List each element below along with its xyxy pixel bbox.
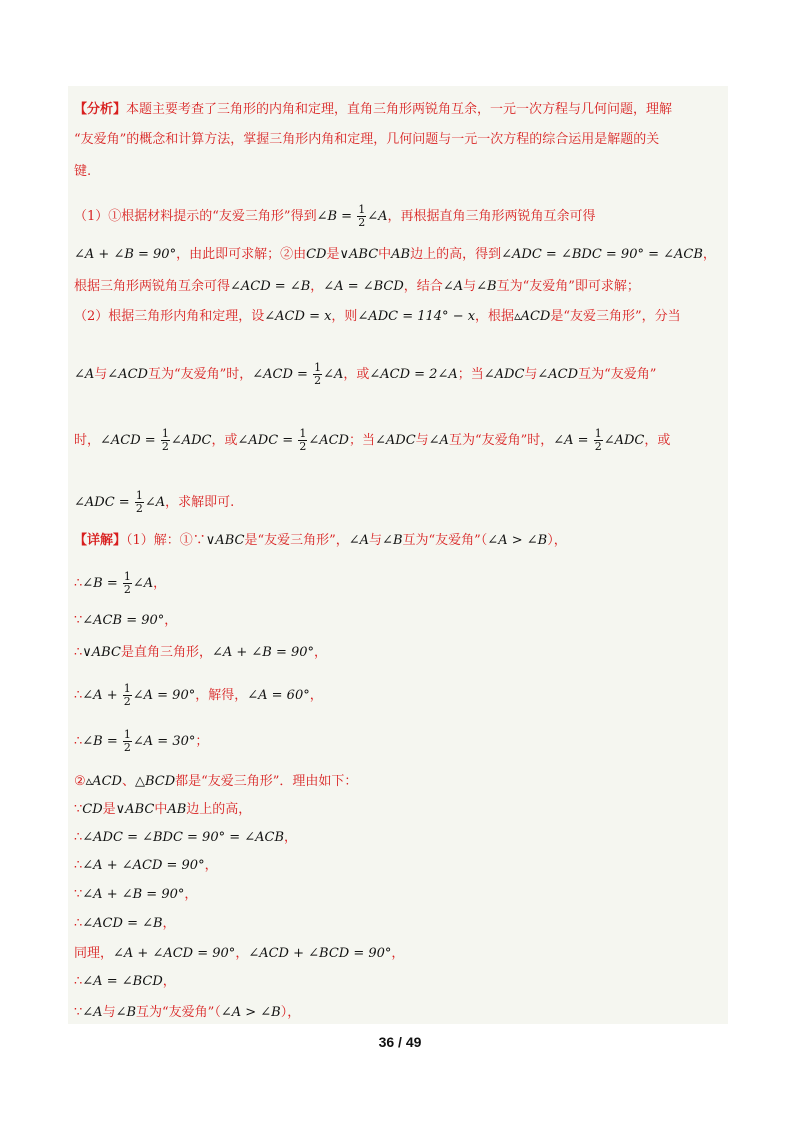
text-line bbox=[74, 973, 176, 991]
text-run: 互为“友爱角”即可求解； bbox=[496, 279, 640, 294]
text-line bbox=[74, 163, 91, 181]
math-expression: ∨ABC bbox=[115, 802, 155, 817]
math-expression: ∠B bbox=[382, 533, 403, 548]
math-expression: CD bbox=[306, 247, 327, 262]
fraction-denominator: 2 bbox=[299, 440, 307, 453]
text-run: ，或 bbox=[343, 367, 370, 382]
text-run: 与 bbox=[369, 533, 383, 548]
math-expression: ∠ADC bbox=[603, 433, 645, 448]
fraction-numerator: 1 bbox=[161, 427, 169, 440]
text-run: ∴ bbox=[74, 734, 83, 749]
math-expression: ∨ABC bbox=[205, 533, 245, 548]
text-run: ∴ bbox=[74, 688, 83, 703]
text-run: ；当 bbox=[348, 433, 375, 448]
text-run: ∵ bbox=[74, 802, 83, 817]
math-expression: ∠B = bbox=[82, 734, 122, 749]
text-run: 本题主要考查了三角形的内角和定理，直角三角形两锐角互余，一元一次方程与几何问题，理解 bbox=[126, 102, 673, 117]
math-expression: ∠ACD = 2∠A bbox=[369, 367, 458, 382]
text-run: ， bbox=[702, 247, 716, 262]
text-line bbox=[74, 857, 218, 875]
fraction bbox=[161, 428, 170, 453]
fraction bbox=[123, 571, 132, 596]
math-expression: ∠ADC = bbox=[74, 495, 134, 510]
math-expression: ∠B = bbox=[316, 209, 357, 224]
text-run: ∴ bbox=[74, 974, 83, 989]
section-label: 【分析】 bbox=[74, 102, 127, 117]
text-run: 、 bbox=[121, 774, 135, 789]
math-expression: ∠ACD + ∠BCD = 90° bbox=[248, 946, 392, 961]
text-line bbox=[74, 101, 672, 119]
text-run: 时， bbox=[74, 433, 101, 448]
text-line bbox=[74, 204, 595, 229]
text-run: ，解得， bbox=[195, 688, 248, 703]
text-run: ， bbox=[310, 279, 324, 294]
text-run: ∵ bbox=[74, 1005, 83, 1020]
math-expression: AB bbox=[167, 802, 187, 817]
fraction-denominator: 2 bbox=[123, 583, 131, 596]
math-expression: ▵ACD bbox=[514, 309, 551, 324]
math-expression: ∠ACD bbox=[107, 367, 148, 382]
math-expression: ∠ADC = ∠BDC = 90° = ∠ACB bbox=[501, 247, 703, 262]
text-run: ，或 bbox=[644, 433, 671, 448]
text-run: ， bbox=[204, 858, 218, 873]
page-number: 36 / 49 bbox=[378, 1034, 422, 1050]
text-line bbox=[74, 308, 681, 326]
text-line bbox=[74, 612, 177, 630]
math-expression: ∠ACD = ∠B bbox=[82, 916, 163, 931]
text-run: ，求解即可. bbox=[165, 495, 235, 510]
math-expression: ∠A bbox=[323, 367, 344, 382]
math-expression: ∠B bbox=[476, 279, 497, 294]
math-expression: ∠ACD = ∠B bbox=[230, 279, 311, 294]
math-expression: AB bbox=[391, 247, 411, 262]
text-run: （2）根据三角形内角和定理，设 bbox=[74, 309, 265, 324]
text-line bbox=[74, 428, 670, 453]
text-run: ， bbox=[184, 887, 198, 902]
text-run: 中 bbox=[378, 247, 392, 262]
text-line bbox=[74, 729, 208, 754]
text-run: ∴ bbox=[74, 645, 83, 660]
text-run: 与 bbox=[524, 367, 538, 382]
math-expression: ∠ACD = bbox=[100, 433, 160, 448]
math-expression: ∠A + ∠B = 90° bbox=[82, 887, 185, 902]
math-expression: ∠ADC bbox=[170, 433, 212, 448]
text-line bbox=[74, 773, 357, 791]
math-expression: CD bbox=[82, 802, 103, 817]
text-run: 边上的高，得到 bbox=[410, 247, 502, 262]
text-run: ，由此即可求解；②由 bbox=[176, 247, 307, 262]
text-run: 键. bbox=[74, 164, 92, 179]
text-line bbox=[74, 801, 251, 819]
text-line bbox=[74, 829, 297, 847]
math-expression: ∠A + ∠ACD = 90° bbox=[82, 858, 205, 873]
text-run: ， bbox=[309, 688, 323, 703]
fraction bbox=[123, 683, 132, 708]
text-run: ， bbox=[164, 613, 178, 628]
text-run: ，结合 bbox=[403, 279, 443, 294]
fraction-numerator: 1 bbox=[314, 361, 322, 374]
text-run: ， bbox=[162, 974, 176, 989]
math-expression: ∨ABC bbox=[82, 645, 121, 660]
math-expression: ∠B bbox=[115, 1005, 137, 1020]
fraction-numerator: 1 bbox=[135, 489, 143, 502]
text-line bbox=[74, 278, 640, 296]
math-expression: ∠A > ∠B bbox=[220, 1005, 281, 1020]
text-run: ∴ bbox=[74, 576, 83, 591]
math-expression: ∠A bbox=[144, 495, 166, 510]
math-expression: ∠A bbox=[442, 279, 464, 294]
fraction-denominator: 2 bbox=[314, 374, 322, 387]
text-run: ，再根据直角三角形两锐角互余可得 bbox=[387, 209, 596, 224]
math-expression: ∠A bbox=[428, 433, 449, 448]
math-expression: ∠A = ∠BCD bbox=[82, 974, 163, 989]
text-run: （1）解：①∵ bbox=[126, 533, 206, 548]
math-expression: ∠A + ∠ACD = 90° bbox=[113, 946, 236, 961]
math-expression: ∠A = 60° bbox=[247, 688, 310, 703]
math-expression: ∠A = 30° bbox=[132, 734, 196, 749]
text-run: 互为“友爱角”（ bbox=[136, 1005, 221, 1020]
text-line bbox=[74, 246, 716, 264]
math-expression: ∠ACD bbox=[537, 367, 579, 382]
math-expression: ∠A bbox=[74, 367, 95, 382]
math-expression: ∠ADC = ∠BDC = 90° = ∠ACB bbox=[82, 830, 285, 845]
text-run: 互为“友爱角” bbox=[578, 367, 657, 382]
math-expression: ∠A bbox=[348, 533, 370, 548]
fraction-denominator: 2 bbox=[135, 502, 143, 515]
text-run: ∵ bbox=[74, 613, 83, 628]
math-expression: ∠ADC = 114° − x bbox=[357, 309, 476, 324]
text-run: 边上的高， bbox=[186, 802, 252, 817]
math-expression: △BCD bbox=[134, 774, 176, 789]
text-run: ，则 bbox=[331, 309, 358, 324]
fraction-denominator: 2 bbox=[358, 216, 366, 229]
math-expression: ∠ACD = bbox=[252, 367, 313, 382]
text-run: ）， bbox=[280, 1005, 301, 1020]
fraction bbox=[123, 729, 132, 754]
math-expression: ∠ACD bbox=[308, 433, 349, 448]
math-expression: ∠ACD = x bbox=[264, 309, 332, 324]
fraction bbox=[594, 428, 603, 453]
math-expression: ∠A + ∠B = 90° bbox=[211, 645, 315, 660]
section-label: 【详解】 bbox=[74, 533, 127, 548]
text-run: ， bbox=[235, 946, 249, 961]
math-expression: ▵ACD bbox=[85, 774, 122, 789]
text-run: ，根据 bbox=[475, 309, 515, 324]
text-run: ∴ bbox=[74, 830, 83, 845]
math-expression: ∠B = bbox=[82, 576, 122, 591]
fraction-denominator: 2 bbox=[161, 440, 169, 453]
fraction bbox=[313, 362, 322, 387]
text-line bbox=[74, 362, 656, 387]
math-expression: ∠ADC bbox=[483, 367, 525, 382]
text-run: ， bbox=[284, 830, 298, 845]
text-line bbox=[74, 945, 404, 963]
text-run: ， bbox=[391, 946, 405, 961]
fraction-denominator: 2 bbox=[123, 695, 131, 708]
text-run: 是“友爱三角形”，分当 bbox=[550, 309, 681, 324]
fraction-numerator: 1 bbox=[299, 427, 307, 440]
text-run: ，或 bbox=[211, 433, 238, 448]
math-expression: ∠A = 90° bbox=[132, 688, 196, 703]
text-line bbox=[74, 131, 659, 149]
text-run: ∵ bbox=[74, 887, 83, 902]
fraction-numerator: 1 bbox=[594, 427, 602, 440]
text-line bbox=[74, 683, 323, 708]
text-run: （1）①根据材料提示的“友爱三角形”得到 bbox=[74, 209, 317, 224]
math-expression: ∠A + bbox=[82, 688, 122, 703]
text-line bbox=[74, 886, 197, 904]
text-run: 互为“友爱角”（ bbox=[402, 533, 488, 548]
text-run: ， bbox=[314, 645, 328, 660]
text-line bbox=[74, 1004, 300, 1022]
text-run: 与 bbox=[463, 279, 477, 294]
math-expression: ∠A bbox=[82, 1005, 103, 1020]
text-run: 是直角三角形， bbox=[120, 645, 212, 660]
text-run: 都是“友爱三角形”．理由如下： bbox=[175, 774, 358, 789]
math-expression: ∨ABC bbox=[339, 247, 379, 262]
math-expression: ∠A bbox=[132, 576, 154, 591]
math-expression: ∠ADC = bbox=[237, 433, 298, 448]
text-run: ； bbox=[195, 734, 209, 749]
fraction-numerator: 1 bbox=[123, 682, 131, 695]
text-run: 与 bbox=[415, 433, 429, 448]
math-expression: ∠ADC bbox=[374, 433, 416, 448]
text-line bbox=[74, 915, 176, 933]
text-run: 同理， bbox=[74, 946, 114, 961]
fraction-numerator: 1 bbox=[358, 203, 366, 216]
text-run: 根据三角形两锐角互余可得 bbox=[74, 279, 231, 294]
text-line bbox=[74, 532, 567, 550]
text-run: ∴ bbox=[74, 916, 83, 931]
fraction-numerator: 1 bbox=[123, 570, 131, 583]
math-expression: ∠A bbox=[367, 209, 388, 224]
fraction bbox=[357, 204, 366, 229]
text-run: 互为“友爱角”时， bbox=[448, 433, 554, 448]
text-run: “友爱角”的概念和计算方法，掌握三角形内角和定理，几何问题与一元一次方程的综合运用是解题的关 bbox=[74, 132, 660, 147]
math-expression: ∠A + ∠B = 90° bbox=[74, 247, 177, 262]
text-run: 中 bbox=[154, 802, 168, 817]
text-run: ② bbox=[74, 774, 86, 789]
text-line bbox=[74, 571, 166, 596]
math-expression: ∠A = ∠BCD bbox=[323, 279, 404, 294]
text-run: 是“友爱三角形”， bbox=[244, 533, 349, 548]
text-run: 是 bbox=[326, 247, 340, 262]
text-run: 与 bbox=[94, 367, 108, 382]
text-line bbox=[74, 490, 234, 515]
fraction-numerator: 1 bbox=[123, 728, 131, 741]
fraction bbox=[298, 428, 307, 453]
text-run: ， bbox=[162, 916, 176, 931]
fraction bbox=[135, 490, 144, 515]
math-expression: ∠A = bbox=[553, 433, 593, 448]
text-run: 互为“友爱角”时， bbox=[147, 367, 253, 382]
text-run: 与 bbox=[102, 1005, 116, 1020]
fraction-denominator: 2 bbox=[123, 741, 131, 754]
math-expression: ∠ACB = 90° bbox=[82, 613, 165, 628]
text-run: 是 bbox=[102, 802, 116, 817]
fraction-denominator: 2 bbox=[594, 440, 602, 453]
text-run: ）， bbox=[547, 533, 567, 548]
math-expression: ∠A > ∠B bbox=[487, 533, 548, 548]
text-line bbox=[74, 644, 327, 662]
text-run: ∴ bbox=[74, 858, 83, 873]
text-run: ， bbox=[153, 576, 167, 591]
text-run: ；当 bbox=[457, 367, 484, 382]
